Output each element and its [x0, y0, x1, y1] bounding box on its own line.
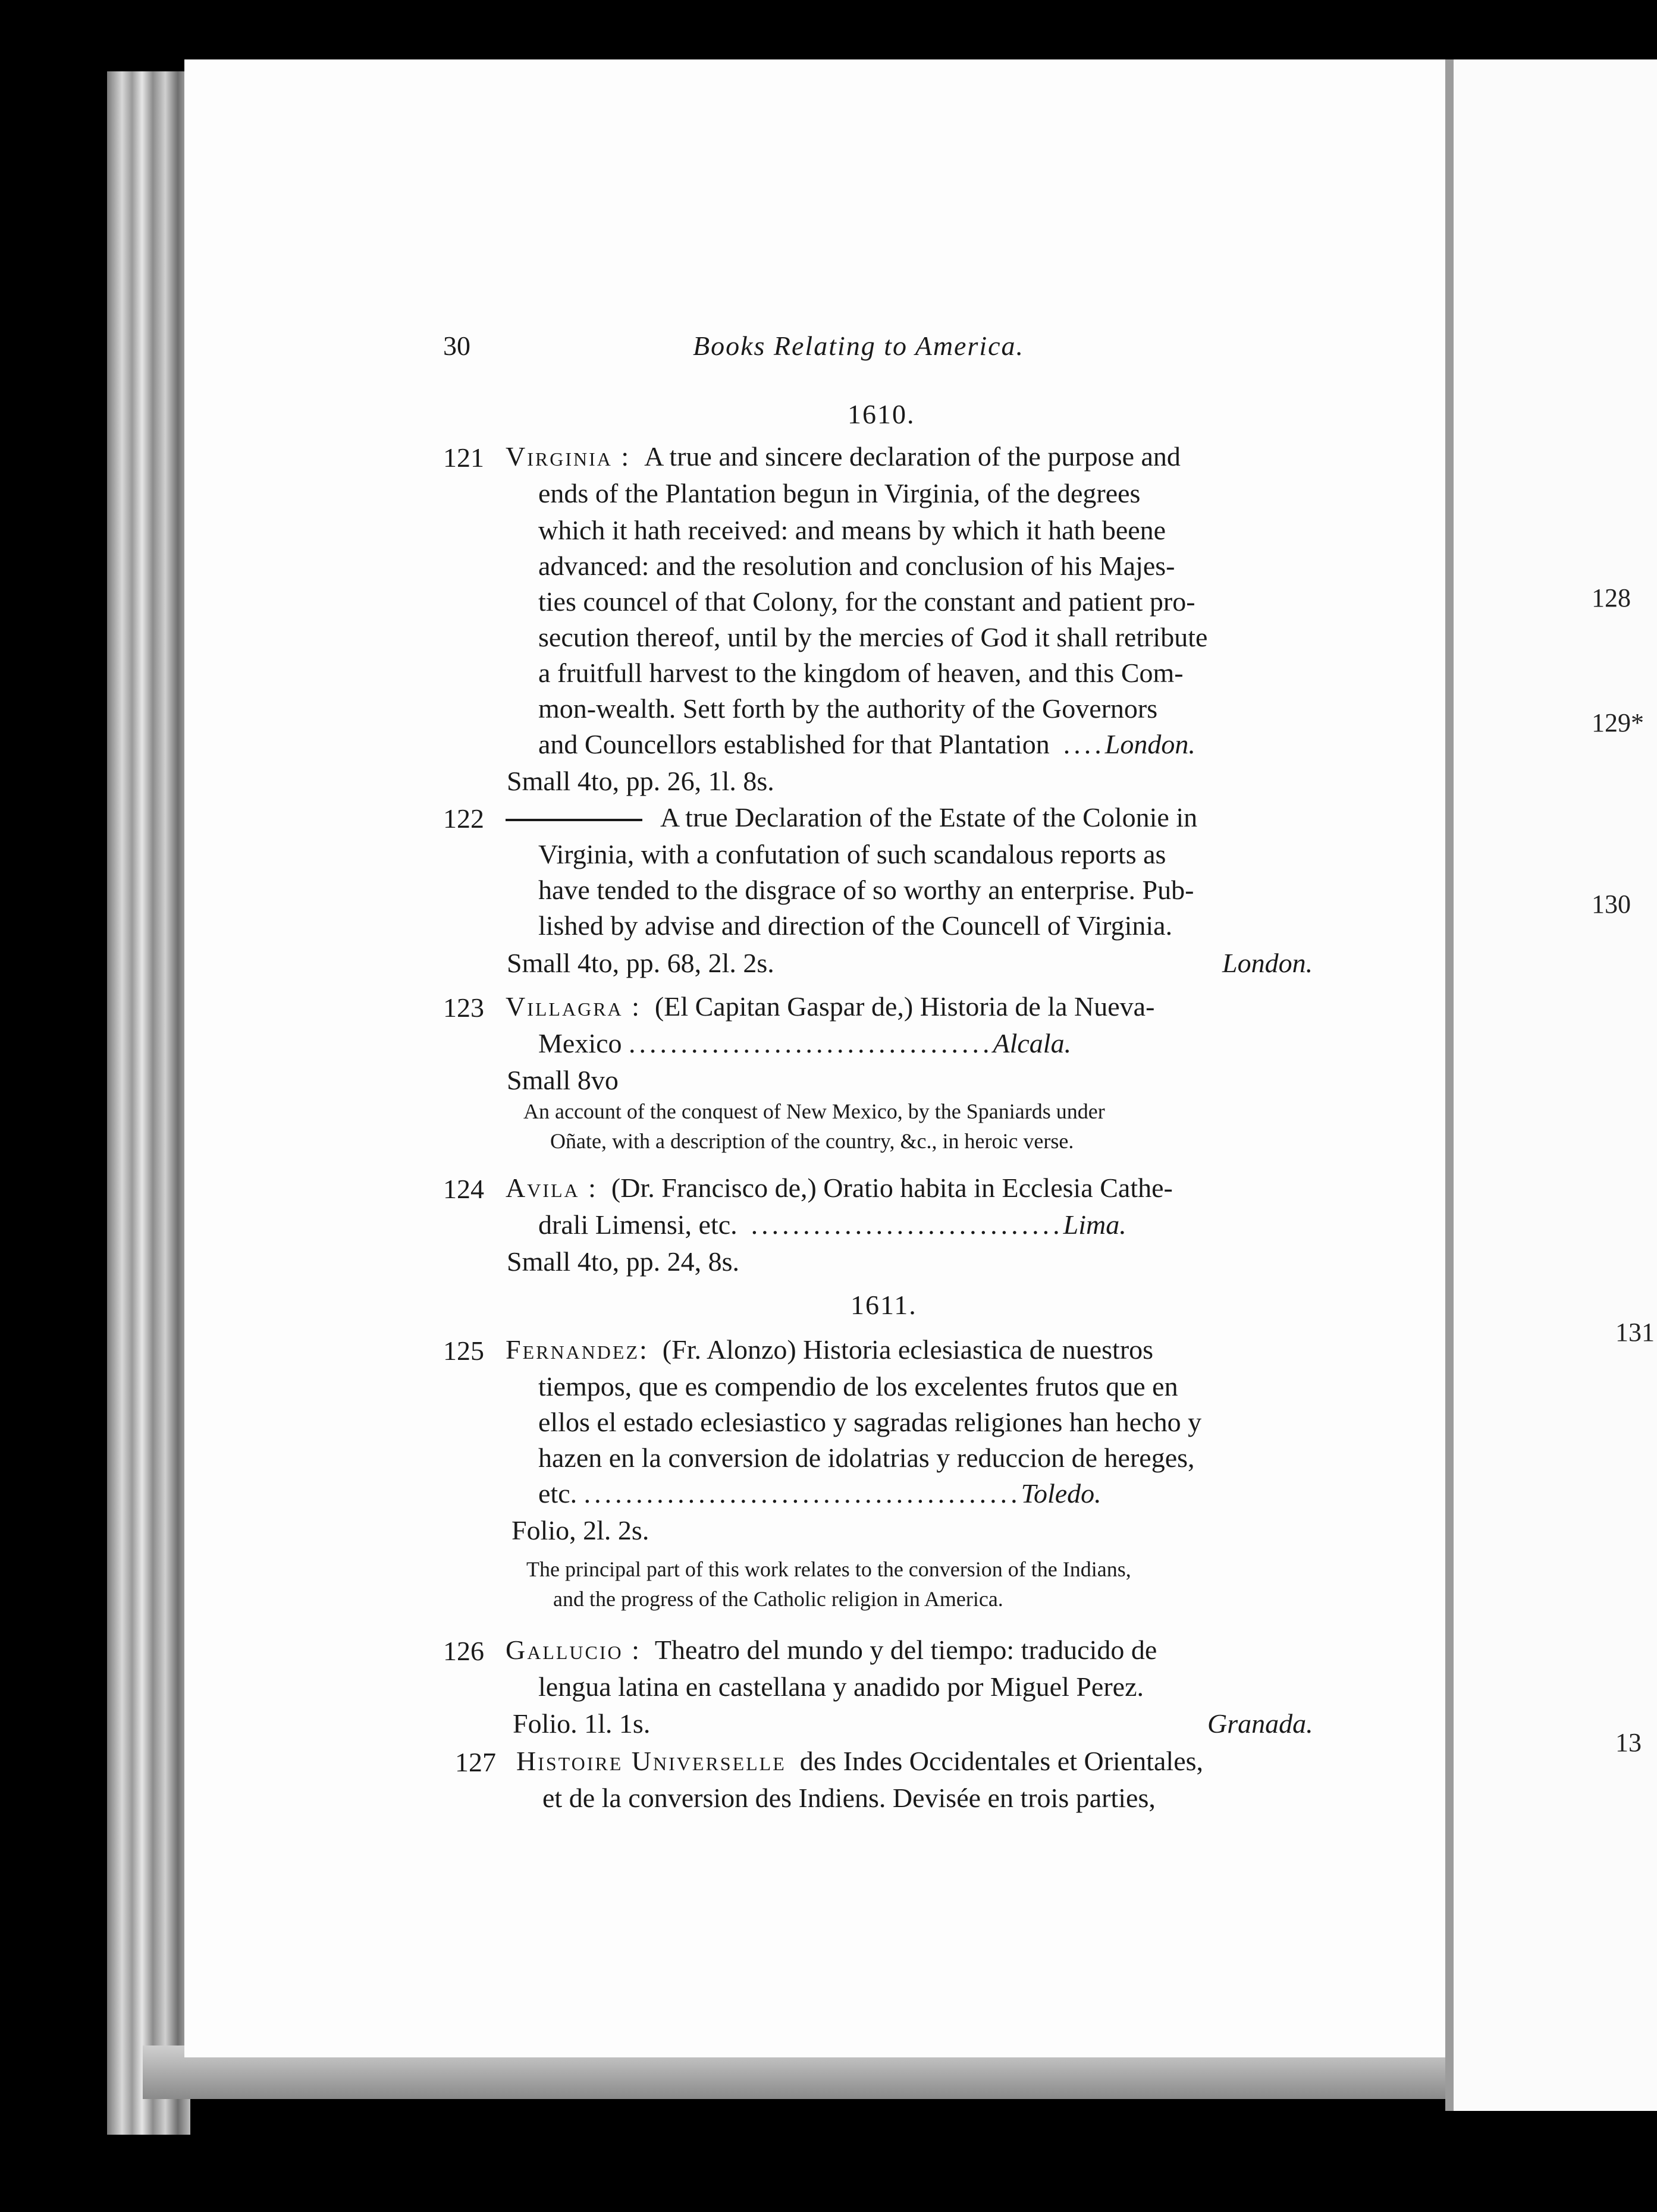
entry-text: etc.: [538, 1478, 578, 1509]
entry-text: Mexico: [538, 1028, 622, 1058]
entry-heading: Villagra :: [506, 991, 641, 1022]
facing-page-number: 128: [1592, 583, 1631, 612]
entry-text: des Indes Occidentales et Orientales,: [799, 1746, 1204, 1776]
entry-place: Toledo.: [1021, 1478, 1101, 1509]
entry-line: [538, 1207, 1126, 1243]
ditto-rule: [506, 819, 642, 821]
entry-line: hazen en la conversion de idolatrias y reduccion de hereges,: [538, 1443, 1195, 1473]
facing-page-number: 13: [1615, 1728, 1642, 1757]
running-title: Books Relating to America.: [693, 331, 1025, 361]
entry-heading: Fernandez:: [506, 1334, 649, 1365]
entry-place: Granada.: [1207, 1708, 1313, 1739]
entry-text: and Councellors established for that Plantation: [538, 729, 1050, 759]
entry-text: A true and sincere declaration of the purpose and: [644, 441, 1181, 472]
entry-text: Theatro del mundo y del tiempo: traducido de: [654, 1635, 1157, 1665]
entry-line: tiempos, que es compendio de los excelentes frutos que en: [538, 1371, 1178, 1402]
leader-dots: ....: [1063, 729, 1105, 759]
entry-place: London.: [1104, 729, 1195, 759]
facing-page-number: 129*: [1592, 708, 1644, 737]
entry-number: 124: [443, 1174, 484, 1204]
entry-format: Small 4to, pp. 68, 2l. 2s.: [507, 948, 774, 978]
entry-line: [506, 1170, 1173, 1206]
entry-place: Lima.: [1063, 1209, 1126, 1240]
entry-line: Virginia, with a confutation of such scandalous reports as: [538, 839, 1166, 869]
entry-line: advanced: and the resolution and conclusion of his Majes-: [538, 551, 1175, 581]
entry-note: and the progress of the Catholic religion in America.: [553, 1587, 1003, 1611]
entry-note: The principal part of this work relates to the conversion of the Indians,: [526, 1557, 1131, 1581]
entry-note: Oñate, with a description of the country, &c., in heroic verse.: [550, 1129, 1074, 1153]
entry-text: drali Limensi, etc.: [538, 1209, 738, 1240]
entry-format: Small 4to, pp. 24, 8s.: [507, 1246, 740, 1277]
leader-dots: ..........................................: [583, 1478, 1021, 1509]
entry-text: (Dr. Francisco de,) Oratio habita in Ecclesia Cathe-: [611, 1173, 1173, 1203]
entry-line: [506, 989, 1154, 1025]
page-header: [443, 330, 1323, 372]
book-binding-edge: [107, 71, 190, 2135]
entry-number: 123: [443, 992, 484, 1023]
entry-place: London.: [1222, 948, 1313, 978]
entry-line: ties councel of that Colony, for the constant and patient pro-: [538, 586, 1195, 617]
entry-line: [538, 1026, 1071, 1061]
leader-dots: ...................................: [629, 1028, 993, 1058]
entry-place: Alcala.: [993, 1028, 1072, 1058]
entry-line: [506, 439, 1181, 475]
entry-line: ellos el estado eclesiastico y sagradas religiones han hecho y: [538, 1407, 1202, 1437]
leader-dots: ..............................: [751, 1209, 1063, 1240]
facing-page-number: 131: [1615, 1318, 1655, 1347]
entry-line: lengua latina en castellana y anadido por Miguel Perez.: [538, 1671, 1144, 1702]
entry-heading: Virginia :: [506, 441, 631, 472]
entry-format: Small 4to, pp. 26, 1l. 8s.: [507, 766, 774, 796]
entry-number: 126: [443, 1636, 484, 1666]
entry-line: [506, 1332, 1153, 1368]
entry-number: 127: [455, 1747, 496, 1777]
entry-line: [538, 1476, 1101, 1512]
year-heading: 1610.: [848, 399, 915, 429]
entry-text: A true Declaration of the Estate of the Colonie in: [660, 802, 1198, 832]
entry-number: 122: [443, 803, 484, 834]
entry-line: a fruitfull harvest to the kingdom of heaven, and this Com-: [538, 658, 1184, 688]
entry-line: [506, 800, 1197, 835]
entry-text: (El Capitan Gaspar de,) Historia de la Nueva-: [654, 991, 1155, 1022]
entry-number: 125: [443, 1336, 484, 1366]
page-number: 30: [443, 331, 470, 361]
entry-note: An account of the conquest of New Mexico, by the Spaniards under: [523, 1099, 1105, 1123]
entry-text: (Fr. Alonzo) Historia eclesiastica de nuestros: [662, 1334, 1154, 1365]
year-heading: 1611.: [851, 1290, 917, 1320]
entry-heading: Gallucio :: [506, 1635, 641, 1665]
entry-line: [538, 727, 1195, 762]
entry-format: Folio, 2l. 2s.: [511, 1515, 649, 1545]
entry-line: which it hath received: and means by which it hath beene: [538, 515, 1166, 545]
entry-number: 121: [443, 442, 484, 473]
entry-heading: Histoire Universelle: [516, 1746, 786, 1776]
facing-page-fragment: [1445, 59, 1657, 2111]
entry-line: [516, 1743, 1203, 1779]
entry-line: mon-wealth. Sett forth by the authority of the Governors: [538, 693, 1158, 724]
entry-heading: Avila :: [506, 1173, 598, 1203]
facing-page-number: 130: [1592, 890, 1631, 919]
entry-line: et de la conversion des Indiens. Devisée en trois parties,: [542, 1783, 1156, 1813]
entry-line: have tended to the disgrace of so worthy an enterprise. Pub-: [538, 875, 1194, 905]
entry-line: secution thereof, until by the mercies of God it shall retribute: [538, 622, 1208, 652]
entry-line: [506, 1632, 1157, 1668]
entry-line: lished by advise and direction of the Councell of Virginia.: [538, 910, 1173, 941]
entry-line: ends of the Plantation begun in Virginia, of the degrees: [538, 478, 1141, 508]
entry-format: Folio. 1l. 1s.: [513, 1708, 651, 1739]
entry-format: Small 8vo: [507, 1065, 619, 1095]
